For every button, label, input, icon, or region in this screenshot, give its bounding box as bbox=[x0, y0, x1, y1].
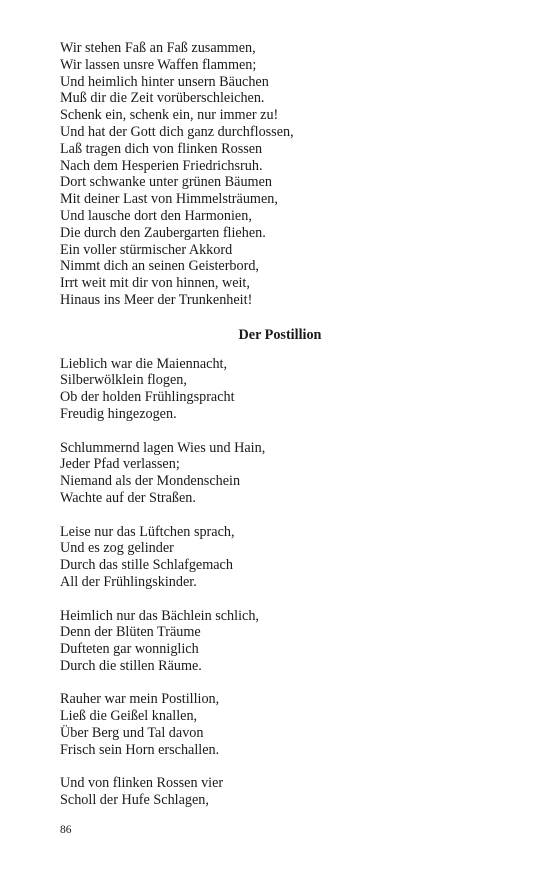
page-number: 86 bbox=[60, 824, 72, 836]
intro-line: Wir stehen Faß an Faß zusammen, bbox=[60, 40, 256, 56]
poem-line: Und von flinken Rossen vier bbox=[60, 775, 224, 792]
poem-line: Silberwölklein flogen, bbox=[60, 372, 187, 389]
poem-line: Wachte auf der Straßen. bbox=[60, 489, 196, 506]
poem-line: Scholl der Hufe Schlagen, bbox=[60, 792, 209, 809]
poem-line: Freudig hingezogen. bbox=[60, 405, 177, 422]
intro-line: Die durch den Zaubergarten fliehen. bbox=[60, 224, 266, 241]
intro-line: Hinaus ins Meer der Trunkenheit! bbox=[60, 291, 253, 308]
intro-line: Ein voller stürmischer Akkord bbox=[60, 241, 233, 258]
poem-line: Durch die stillen Räume. bbox=[60, 657, 202, 674]
poem-stanza-4 bbox=[60, 608, 500, 675]
poem-title: Der Postillion bbox=[238, 326, 322, 343]
stanza-gap bbox=[60, 591, 500, 608]
stanza-gap bbox=[60, 759, 500, 776]
intro-stanza bbox=[60, 40, 500, 309]
stanza-gap bbox=[60, 507, 500, 524]
poem-line: Ob der holden Frühlingspracht bbox=[60, 389, 235, 406]
intro-line: Dort schwanke unter grünen Bäumen bbox=[60, 174, 272, 191]
poem-line: Und es zog gelinder bbox=[60, 540, 174, 557]
poem-stanza-2 bbox=[60, 440, 500, 507]
poem-line: Ließ die Geißel knallen, bbox=[60, 708, 198, 725]
page-text-block bbox=[60, 40, 500, 809]
stanza-gap bbox=[60, 675, 500, 692]
poem-line: All der Frühlingskinder. bbox=[60, 573, 197, 590]
intro-line: Wir lassen unsre Waffen flammen; bbox=[60, 56, 257, 73]
poem-line: Schlummernd lagen Wies und Hain, bbox=[60, 439, 266, 456]
poem-line: Denn der Blüten Träume bbox=[60, 624, 201, 641]
poem-line: Dufteten gar wonniglich bbox=[60, 641, 199, 658]
poem-line: Jeder Pfad verlassen; bbox=[60, 456, 180, 473]
intro-line: Und hat der Gott dich ganz durchflossen, bbox=[60, 123, 294, 140]
intro-line: Laß tragen dich von flinken Rossen bbox=[60, 140, 263, 157]
poem-stanza-6 bbox=[60, 775, 500, 809]
intro-line: Schenk ein, schenk ein, nur immer zu! bbox=[60, 107, 279, 124]
intro-line: Mit deiner Last von Himmelsträumen, bbox=[60, 191, 278, 208]
intro-line: Nimmt dich an seinen Geisterbord, bbox=[60, 258, 259, 275]
poem-line: Rauher war mein Postillion, bbox=[60, 691, 220, 708]
poem-line: Über Berg und Tal davon bbox=[60, 725, 204, 742]
poem-line: Lieblich war die Maiennacht, bbox=[60, 355, 228, 372]
intro-line: Und lausche dort den Harmonien, bbox=[60, 207, 252, 224]
poem-line: Durch das stille Schlafgemach bbox=[60, 557, 233, 574]
poem-stanza-5 bbox=[60, 691, 500, 758]
intro-line: Und heimlich hinter unsern Bäuchen bbox=[60, 73, 269, 90]
poem-line: Heimlich nur das Bächlein schlich, bbox=[60, 607, 259, 624]
poem-stanza-1 bbox=[60, 356, 500, 423]
poem-line: Leise nur das Lüftchen sprach, bbox=[60, 523, 235, 540]
poem-line: Niemand als der Mondenschein bbox=[60, 473, 241, 490]
intro-line: Irrt weit mit dir von hinnen, weit, bbox=[60, 275, 250, 292]
intro-line: Nach dem Hesperien Friedrichsruh. bbox=[60, 157, 263, 174]
poem-stanza-3 bbox=[60, 524, 500, 591]
poem-line: Frisch sein Horn erschallen. bbox=[60, 741, 220, 758]
stanza-gap bbox=[60, 423, 500, 440]
intro-line: Muß dir die Zeit vorüberschleichen. bbox=[60, 90, 265, 107]
